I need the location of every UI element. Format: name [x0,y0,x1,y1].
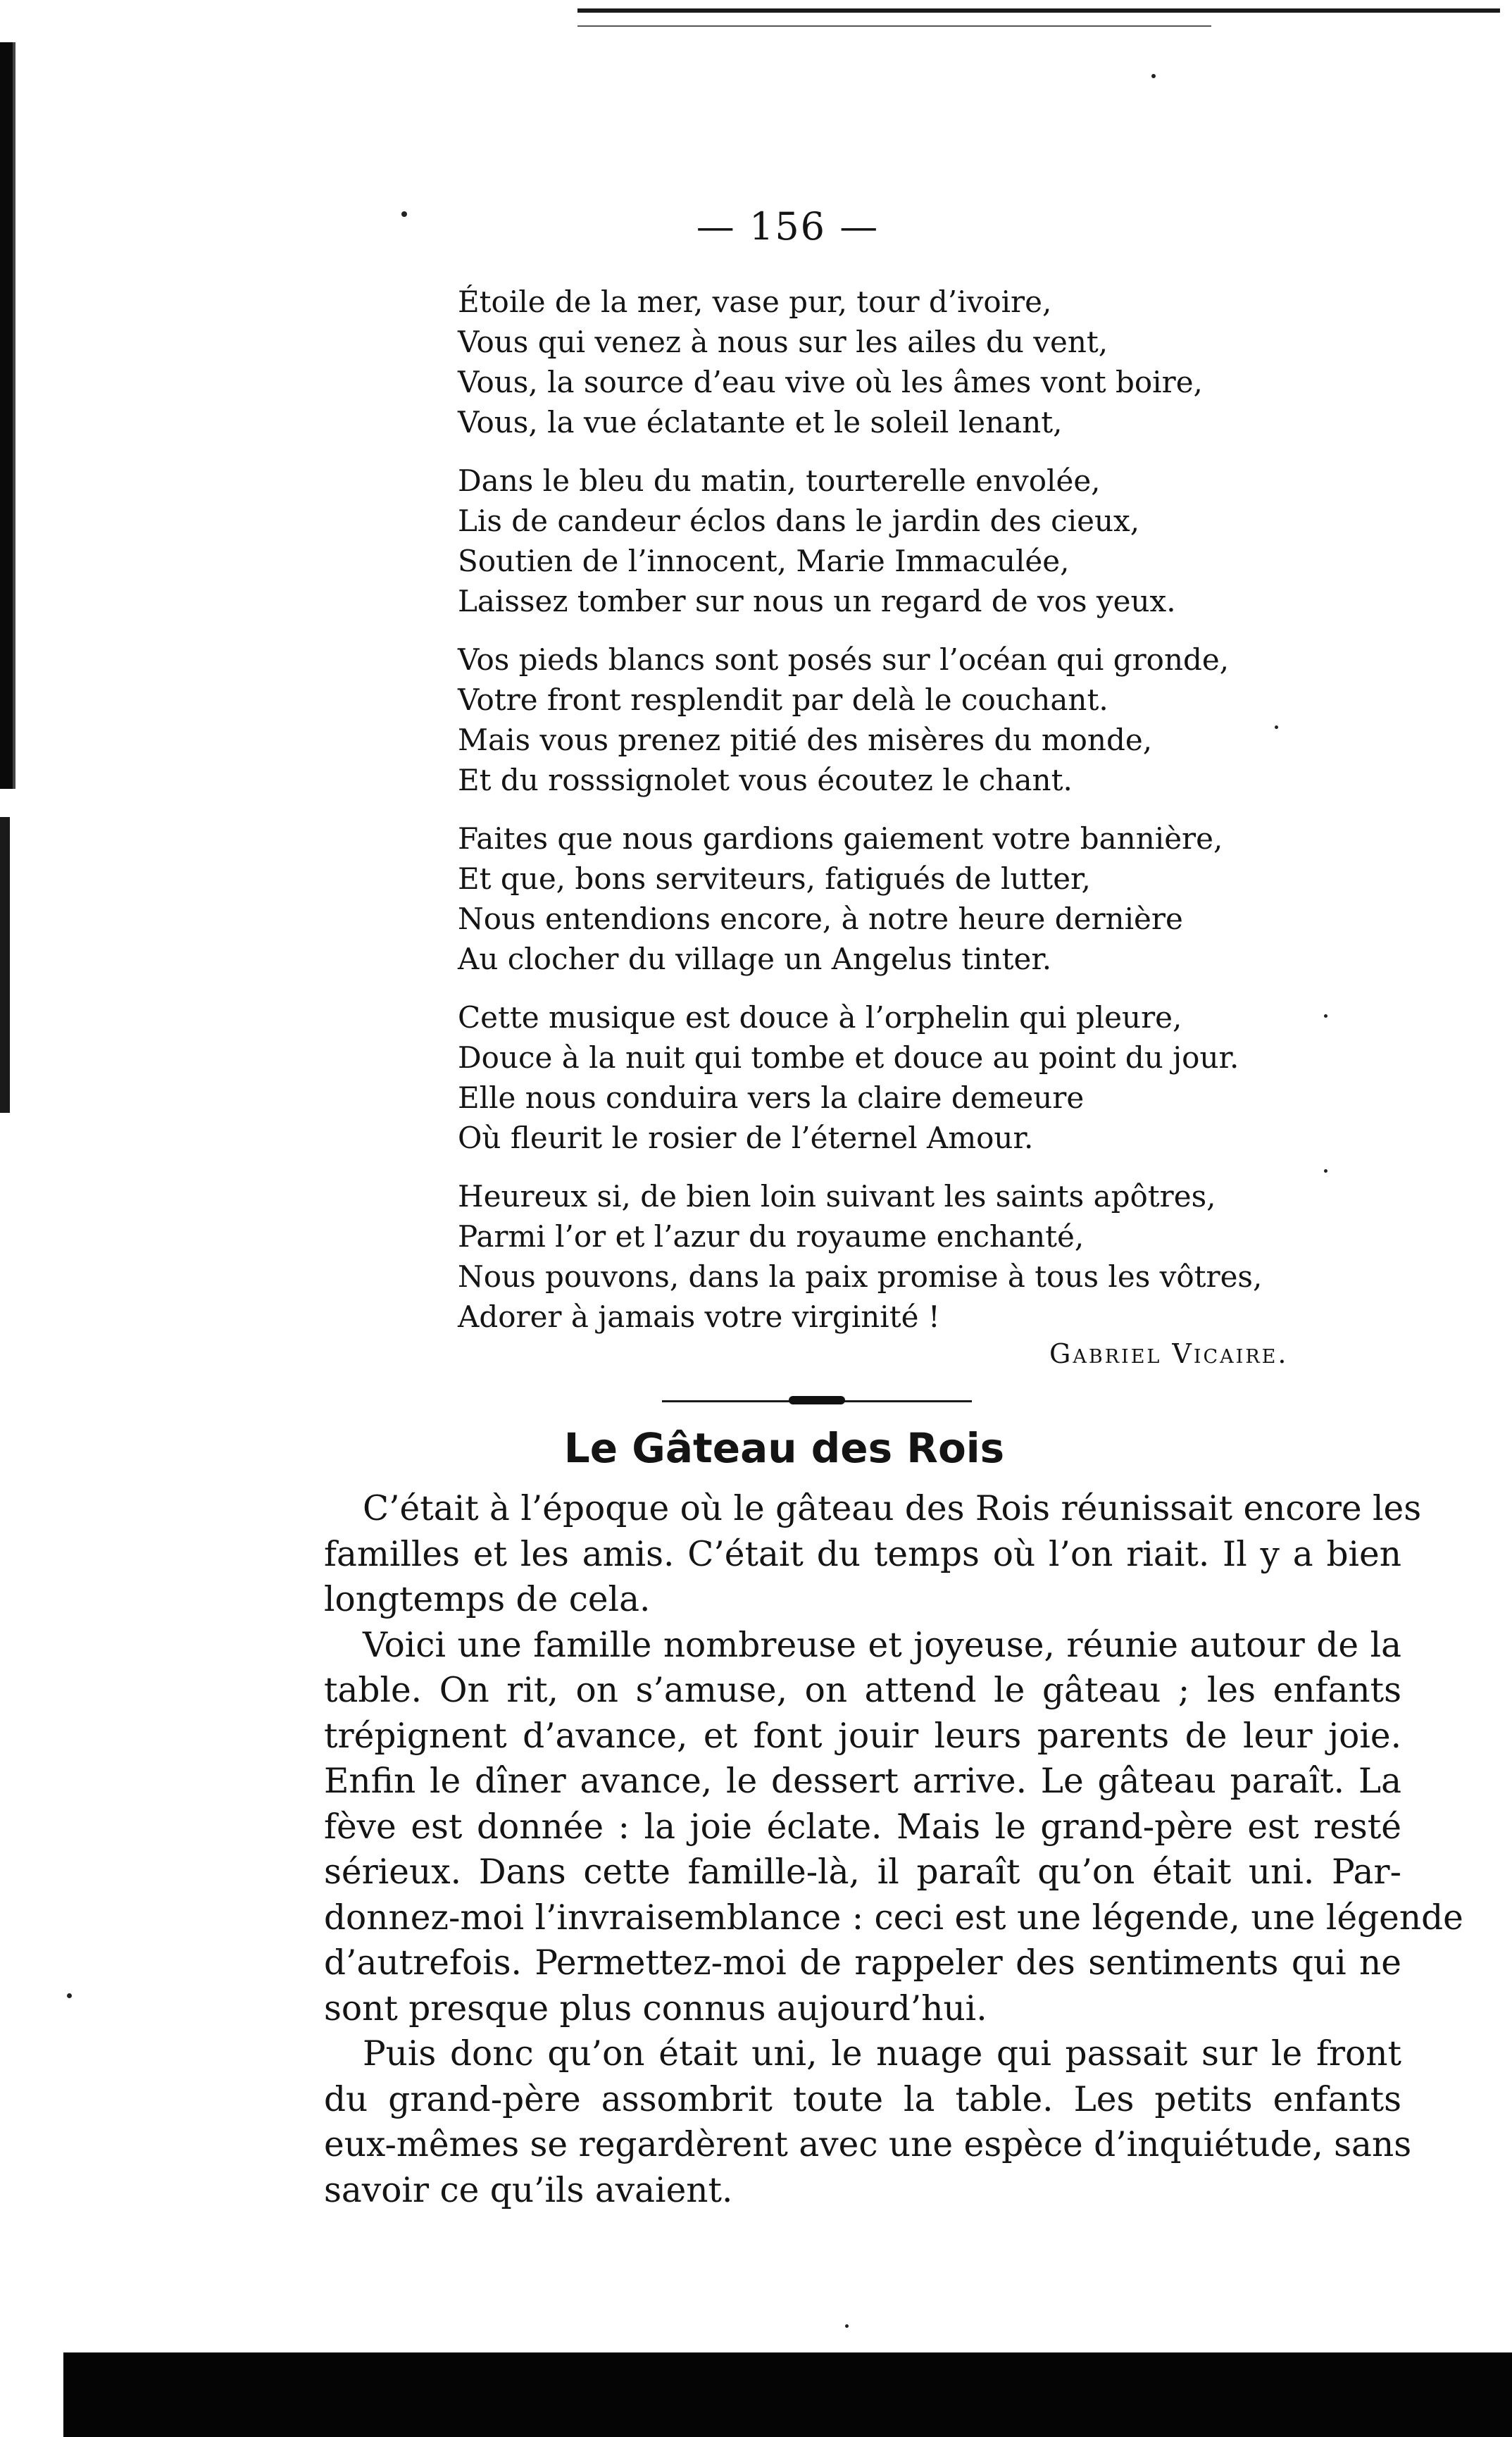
poem-stanza [458,1176,1373,1337]
verse-line: Et du rosssignolet vous écoutez le chant. [458,763,1073,797]
prose-line: donnez-moi l’invraisemblance : ceci est une légende, une légende [324,1897,1463,1938]
scan-edge-bottom [63,2352,1512,2437]
verse-line: Nous pouvons, dans la paix promise à tous les vôtres, [458,1259,1263,1294]
verse-line: Lis de candeur éclos dans le jardin des cieux, [458,504,1140,538]
verse-line: Et que, bons serviteurs, fatigués de lutter, [458,861,1091,896]
verse-line: Votre front resplendit par delà le couchant. [458,683,1108,717]
scan-speck [845,2324,849,2328]
verse-line: Heureux si, de bien loin suivant les saints apôtres, [458,1179,1216,1214]
poem-stanza [458,461,1373,621]
prose-line: trépignent d’avance, et font jouir leurs parents de leur joie. [324,1716,1401,1756]
prose-line: Enfin le dîner avance, le dessert arrive. Le gâteau paraît. La [324,1762,1401,1801]
poem-stanza [458,640,1373,800]
verse-line: Vous, la vue éclatante et le soleil lenant, [458,405,1063,440]
prose-line: du grand-père assombrit toute la table. Les petits enfants [324,2079,1401,2119]
verse-line: Parmi l’or et l’azur du royaume enchanté, [458,1219,1085,1254]
verse-line: Dans le bleu du matin, tourterelle envolée, [458,463,1101,498]
verse-line: Vous, la source d’eau vive où les âmes vont boire, [458,365,1203,399]
poem-stanza [458,818,1373,979]
verse-line: Faites que nous gardions gaiement votre bannière, [458,821,1223,856]
prose-line: savoir ce qu’ils avaient. [324,2170,733,2210]
separator-ornament [789,1396,845,1404]
poem [458,282,1373,1355]
verse-line: Nous entendions encore, à notre heure dernière [458,902,1183,936]
poem-author: Gabriel Vicaire. [1049,1338,1289,1369]
prose-line: d’autrefois. Permettez-moi de rappeler des sentiments qui ne [324,1943,1401,1983]
page-number: — 156 — [696,204,880,249]
scan-edge-left-lower [0,817,10,1113]
scan-edge-top [577,8,1500,13]
verse-line: Elle nous conduira vers la claire demeure [458,1080,1085,1115]
poem-stanza [458,997,1373,1158]
verse-line: Douce à la nuit qui tombe et douce au point du jour. [458,1040,1239,1075]
prose-line: longtemps de cela. [324,1580,651,1619]
story-title: Le Gâteau des Rois [563,1424,1005,1472]
verse-line: Soutien de l’innocent, Marie Immaculée, [458,544,1070,578]
verse-line: Vos pieds blancs sont posés sur l’océan qui gronde, [458,642,1230,677]
prose-line: sérieux. Dans cette famille-là, il paraît qu’on était uni. Par- [324,1852,1401,1892]
verse-line: Adorer à jamais votre virginité ! [458,1299,940,1334]
prose-line: sont presque plus connus aujourd’hui. [324,1988,987,2028]
verse-line: Cette musique est douce à l’orphelin qui pleure, [458,1000,1182,1035]
poem-stanza [458,282,1373,442]
verse-line: Laissez tomber sur nous un regard de vos yeux. [458,584,1176,618]
prose-line: Voici une famille nombreuse et joyeuse, réunie autour de la [363,1625,1401,1665]
prose-line: C’était à l’époque où le gâteau des Rois réunissait encore les [363,1489,1422,1528]
prose-line: familles et les amis. C’était du temps où l’on riait. Il y a bien [324,1534,1401,1574]
prose-line: eux-mêmes se regardèrent avec une espèce d’inquiétude, sans [324,2125,1412,2164]
verse-line: Où fleurit le rosier de l’éternel Amour. [458,1121,1034,1155]
verse-line: Au clocher du village un Angelus tinter. [458,942,1052,976]
scan-speck [67,1993,72,1998]
prose-line: table. On rit, on s’amuse, on attend le gâteau ; les enfants [324,1671,1401,1710]
prose-line: fève est donnée : la joie éclate. Mais le grand-père est resté [324,1807,1401,1847]
scan-edge-left [0,42,21,789]
prose-line: Puis donc qu’on était uni, le nuage qui passait sur le front [363,2034,1401,2074]
verse-line: Mais vous prenez pitié des misères du monde, [458,723,1153,757]
verse-line: Étoile de la mer, vase pur, tour d’ivoire, [458,285,1052,319]
story-body [324,1486,1463,2213]
scan-edge-top-thin [577,25,1211,27]
scan-speck [1151,74,1156,78]
verse-line: Vous qui venez à nous sur les ailes du vent, [458,325,1108,359]
